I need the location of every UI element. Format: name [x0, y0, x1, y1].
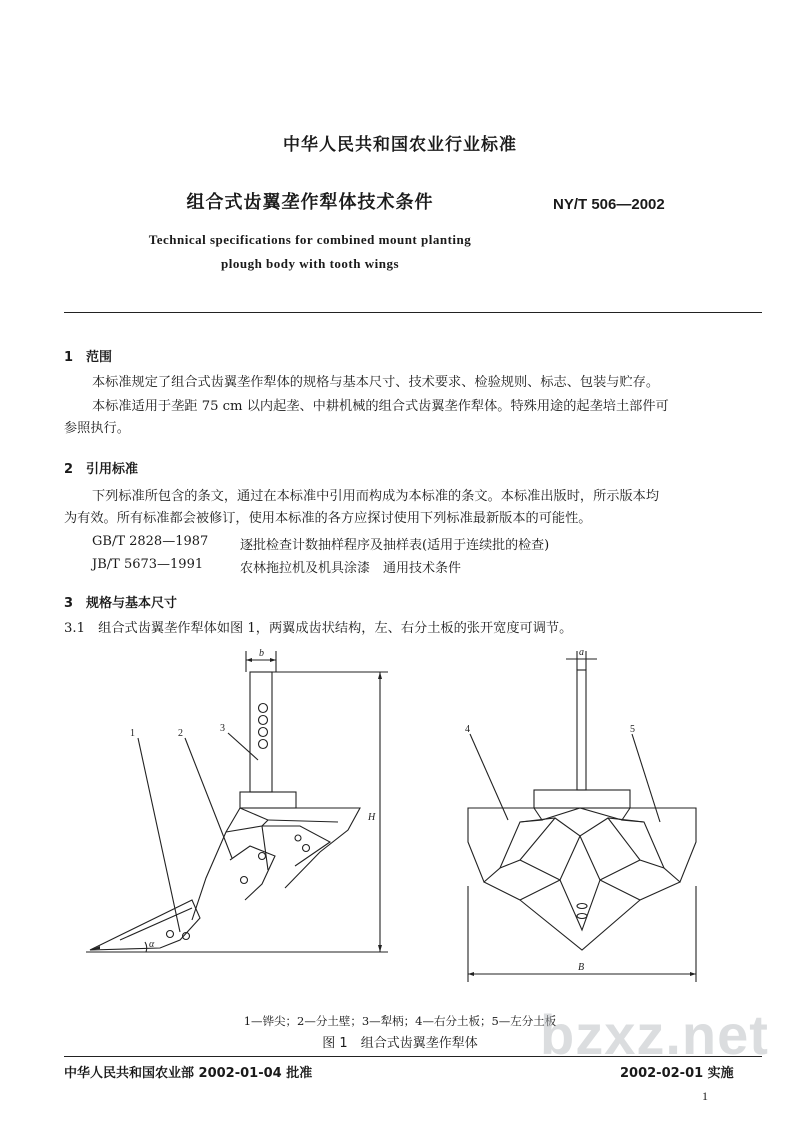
- callout-2: 2: [178, 728, 183, 739]
- document-title: 组合式齿翼垄作犁体技术条件: [186, 192, 434, 213]
- dimension-B-label: B: [578, 962, 585, 973]
- reference-code: GB/T 2828—1987: [92, 534, 209, 549]
- reference-title: 逐批检查计数抽样程序及抽样表(适用于连续批的检查): [240, 538, 550, 553]
- header-rule: [64, 312, 762, 313]
- watermark: bzxz.net: [540, 1003, 769, 1066]
- section-2-paragraph-a: 下列标准所包含的条文，通过在本标准中引用而构成为本标准的条文。本标准出版时，所示版本均: [92, 489, 660, 504]
- english-title-line1: Technical specifications for combined mount planting: [148, 232, 472, 247]
- english-title-line2: plough body with tooth wings: [221, 256, 399, 271]
- dimension-b-label: b: [259, 648, 264, 659]
- section-1-paragraph-2b: 参照执行。: [64, 421, 130, 436]
- section-2-heading: 2 引用标准: [64, 462, 139, 477]
- callout-5: 5: [630, 724, 635, 735]
- footer-rule: [64, 1056, 762, 1057]
- dimension-a-label: a: [579, 647, 584, 658]
- approval-date: 中华人民共和国农业部 2002-01-04 批准: [64, 1066, 313, 1081]
- issuing-organization: 中华人民共和国农业行业标准: [283, 135, 517, 155]
- angle-alpha-label: α: [149, 939, 155, 950]
- section-1-paragraph-2a: 本标准适用于垄距 75 cm 以内起垄、中耕机械的组合式齿翼垄作犁体。特殊用途的起垄培土部件可: [92, 399, 669, 414]
- section-3-1-text: 3.1 组合式齿翼垄作犁体如图 1，两翼成齿状结构，左、右分土板的张开宽度可调节。: [64, 621, 573, 636]
- figure-title: 图 1 组合式齿翼垄作犁体: [322, 1036, 478, 1051]
- section-2-paragraph-b: 为有效。所有标准都会被修订，使用本标准的各方应探讨使用下列标准最新版本的可能性。: [64, 511, 592, 526]
- figure-legend: 1—铧尖；2—分土壁；3—犁柄；4—右分土板；5—左分土板: [243, 1014, 557, 1028]
- section-3-heading: 3 规格与基本尺寸: [64, 596, 178, 611]
- callout-1: 1: [130, 728, 135, 739]
- section-1-heading: 1 范围: [64, 350, 113, 365]
- callout-4: 4: [465, 724, 470, 735]
- page-number: 1: [702, 1089, 708, 1103]
- dimension-H-label: H: [368, 812, 376, 823]
- section-1-paragraph-1: 本标准规定了组合式齿翼垄作犁体的规格与基本尺寸、技术要求、检验规则、标志、包装与贮存。: [92, 375, 660, 390]
- callout-3: 3: [220, 723, 225, 734]
- effective-date: 2002-02-01 实施: [620, 1066, 734, 1081]
- reference-title: 农林拖拉机及机具涂漆 通用技术条件: [240, 561, 462, 576]
- reference-code: JB/T 5673—1991: [92, 557, 204, 572]
- figure-1-drawing: [0, 640, 800, 1010]
- standard-code: NY/T 506—2002: [553, 196, 665, 213]
